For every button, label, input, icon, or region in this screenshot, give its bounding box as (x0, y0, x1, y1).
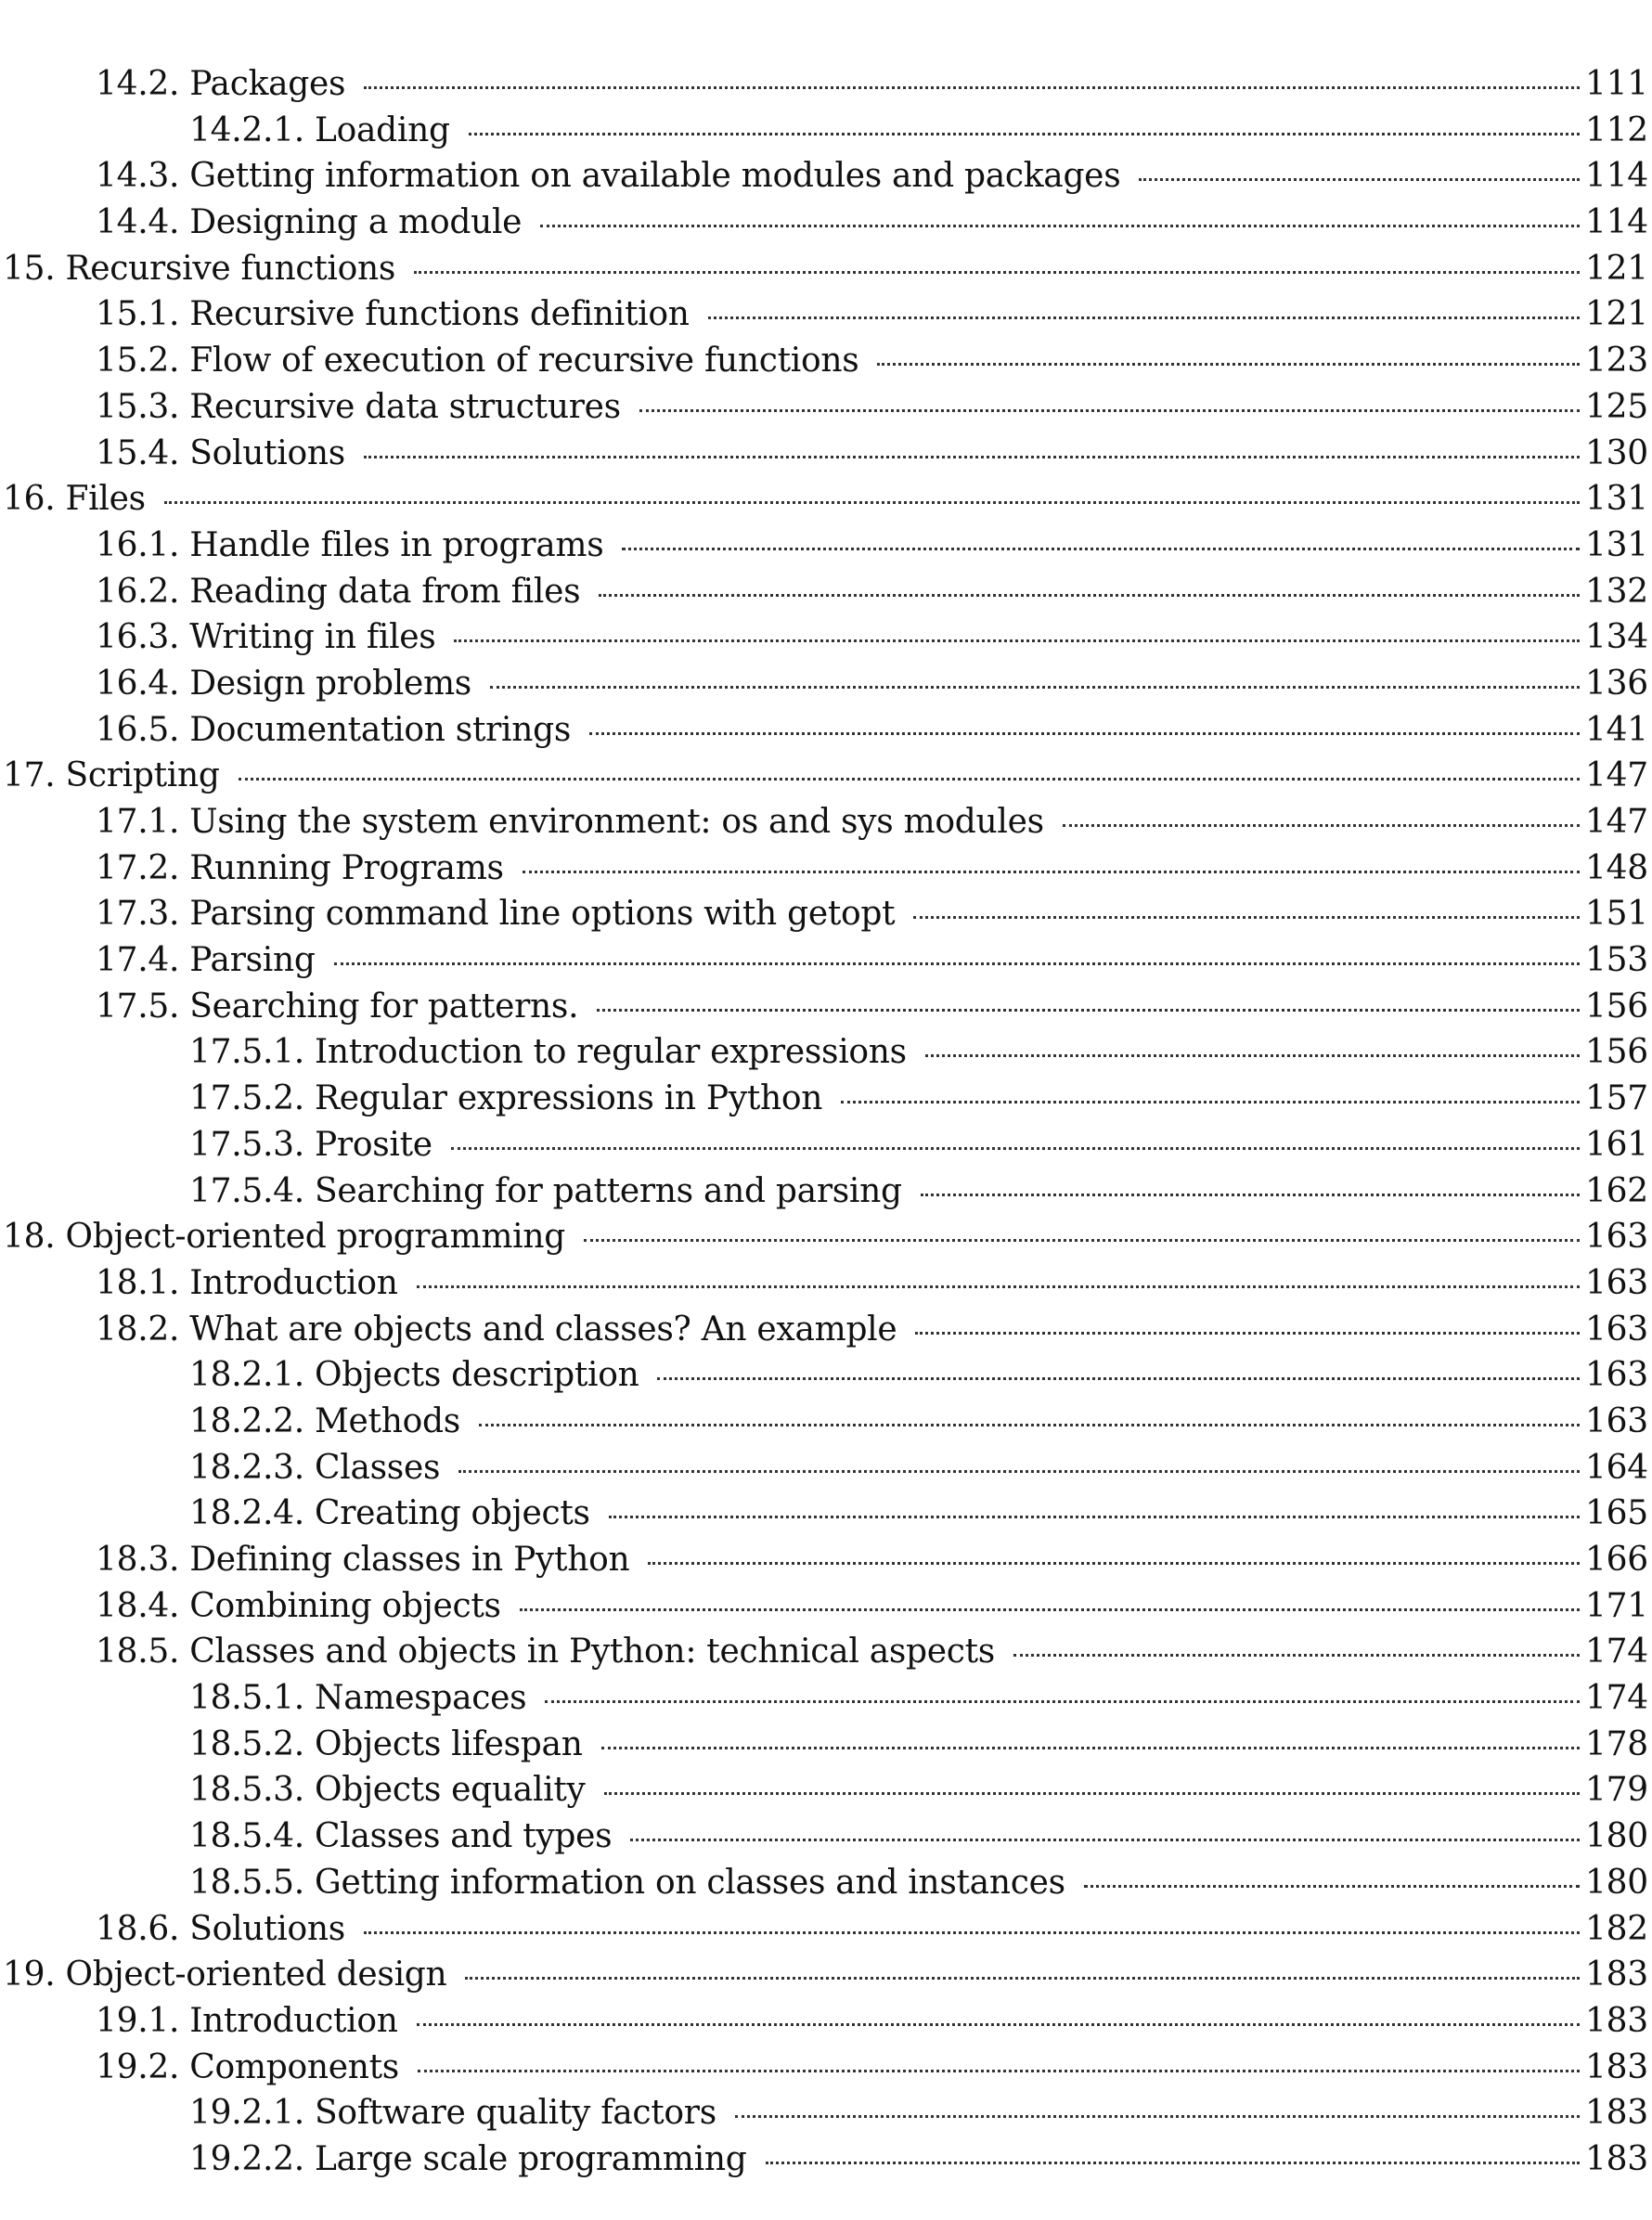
toc-entry[interactable] (0, 2090, 1652, 2136)
dot-leader (639, 409, 1580, 412)
toc-entry-title: 17.4. Parsing (96, 941, 316, 980)
toc-entry[interactable] (0, 1722, 1652, 1768)
dot-leader (458, 1470, 1580, 1473)
dot-leader (1013, 1654, 1580, 1657)
toc-entry-page-number: 136 (1585, 664, 1648, 703)
dot-leader (597, 1009, 1580, 1012)
toc-entry[interactable] (0, 1629, 1652, 1675)
toc-entry[interactable] (0, 1906, 1652, 1953)
toc-entry-title: 16.1. Handle files in programs (96, 525, 604, 564)
toc-entry-page-number: 163 (1585, 1310, 1648, 1349)
toc-entry-title: 15.1. Recursive functions definition (96, 295, 690, 334)
dot-leader (925, 1054, 1580, 1057)
toc-entry-title: 16.4. Design problems (96, 664, 471, 703)
dot-leader (364, 456, 1580, 458)
toc-entry[interactable] (0, 569, 1652, 615)
dot-leader (604, 1792, 1580, 1795)
toc-entry-title: 17. Scripting (3, 756, 220, 795)
toc-entry[interactable] (0, 2045, 1652, 2091)
toc-entry[interactable] (0, 707, 1652, 754)
toc-entry-page-number: 162 (1585, 1171, 1648, 1210)
dot-leader (921, 1194, 1580, 1196)
toc-entry[interactable] (0, 984, 1652, 1030)
toc-entry[interactable] (0, 1029, 1652, 1076)
dot-leader (164, 501, 1580, 504)
toc-entry[interactable] (0, 2136, 1652, 2183)
toc-entry-page-number: 180 (1585, 1863, 1648, 1902)
toc-entry[interactable] (0, 384, 1652, 431)
toc-entry-title: 16.3. Writing in files (96, 618, 436, 657)
toc-entry-title: 18.5.3. Objects equality (189, 1771, 586, 1810)
dot-leader (630, 1839, 1580, 1841)
toc-entry-page-number: 123 (1585, 342, 1648, 381)
toc-entry[interactable] (0, 1307, 1652, 1353)
toc-entry-title: 15. Recursive functions (3, 249, 396, 288)
toc-entry-page-number: 130 (1585, 433, 1648, 472)
toc-entry-page-number: 183 (1585, 1955, 1648, 1994)
dot-leader (1063, 824, 1580, 827)
toc-entry[interactable] (0, 431, 1652, 477)
dot-leader (601, 1747, 1580, 1749)
dot-leader (490, 686, 1580, 689)
toc-entry[interactable] (0, 661, 1652, 707)
toc-entry-page-number: 114 (1585, 157, 1648, 196)
dot-leader (841, 1101, 1580, 1104)
toc-entry-title: 16.2. Reading data from files (96, 572, 581, 611)
toc-entry-page-number: 178 (1585, 1724, 1648, 1763)
toc-entry-page-number: 131 (1585, 480, 1648, 519)
toc-entry-title: 14.2.1. Loading (189, 110, 450, 149)
toc-entry-page-number: 174 (1585, 1633, 1648, 1671)
toc-entry-title: 17.1. Using the system environment: os and sys modules (96, 803, 1044, 841)
toc-entry-page-number: 132 (1585, 572, 1648, 611)
toc-entry-page-number: 183 (1585, 2001, 1648, 2040)
toc-entry[interactable] (0, 1260, 1652, 1307)
dot-leader (708, 316, 1580, 319)
toc-entry-page-number: 121 (1585, 249, 1648, 288)
toc-entry-title: 19.1. Introduction (96, 2001, 398, 2040)
toc-entry[interactable] (0, 1491, 1652, 1537)
toc-entry-title: 15.2. Flow of execution of recursive functions (96, 342, 859, 381)
dot-leader (414, 271, 1580, 274)
toc-entry[interactable] (0, 108, 1652, 154)
toc-entry-title: 18.2.3. Classes (189, 1448, 441, 1487)
dot-leader (1084, 1885, 1580, 1888)
toc-entry-page-number: 179 (1585, 1771, 1648, 1810)
toc-entry-page-number: 156 (1585, 1033, 1648, 1072)
toc-entry[interactable] (0, 1122, 1652, 1168)
dot-leader (1139, 178, 1580, 181)
toc-entry[interactable] (0, 1399, 1652, 1445)
toc-entry-title: 17.5.4. Searching for patterns and parsing (189, 1171, 902, 1210)
dot-leader (451, 1147, 1580, 1150)
toc-entry-title: 18.5.2. Objects lifespan (189, 1724, 583, 1763)
toc-entry-title: 15.4. Solutions (96, 433, 345, 472)
dot-leader (417, 2023, 1580, 2026)
toc-entry[interactable] (0, 799, 1652, 845)
toc-entry-page-number: 171 (1585, 1586, 1648, 1625)
dot-leader (454, 639, 1580, 642)
toc-entry-page-number: 147 (1585, 803, 1648, 841)
toc-entry-page-number: 134 (1585, 618, 1648, 657)
toc-entry[interactable] (0, 291, 1652, 338)
toc-entry-page-number: 183 (1585, 2139, 1648, 2178)
toc-entry-title: 18.3. Defining classes in Python (96, 1541, 630, 1579)
toc-entry-page-number: 157 (1585, 1079, 1648, 1118)
dot-leader (766, 2162, 1581, 2164)
toc-entry[interactable] (0, 1352, 1652, 1399)
toc-entry-title: 14.3. Getting information on available modules and packages (96, 157, 1121, 196)
toc-entry-title: 19.2. Components (96, 2047, 399, 2086)
dot-leader (622, 548, 1580, 550)
toc-entry-page-number: 125 (1585, 387, 1648, 426)
toc-entry[interactable] (0, 1813, 1652, 1860)
toc-entry-page-number: 174 (1585, 1679, 1648, 1718)
dot-leader (609, 1516, 1580, 1518)
toc-entry-title: 17.5.1. Introduction to regular expressions (189, 1033, 907, 1072)
toc-entry-page-number: 163 (1585, 1218, 1648, 1257)
toc-entry[interactable] (0, 1767, 1652, 1813)
dot-leader (599, 594, 1580, 597)
toc-entry-page-number: 141 (1585, 710, 1648, 749)
toc-entry-title: 19.2.2. Large scale programming (189, 2139, 747, 2178)
toc-entry-title: 17.5.3. Prosite (189, 1125, 432, 1164)
toc-entry-title: 18.2. What are objects and classes? An example (96, 1310, 897, 1349)
toc-entry-title: 14.2. Packages (96, 65, 346, 103)
toc-entry[interactable] (0, 1214, 1652, 1260)
toc-entry[interactable] (0, 891, 1652, 937)
toc-entry-title: 18. Object-oriented programming (3, 1218, 566, 1257)
dot-leader (334, 962, 1580, 965)
toc-entry[interactable] (0, 753, 1652, 799)
toc-entry-page-number: 164 (1585, 1448, 1648, 1487)
toc-entry-page-number: 147 (1585, 756, 1648, 795)
toc-entry-title: 18.5.1. Namespaces (189, 1679, 527, 1718)
dot-leader (657, 1377, 1580, 1380)
toc-entry-page-number: 111 (1585, 65, 1648, 103)
toc-entry[interactable] (0, 845, 1652, 892)
toc-entry-page-number: 156 (1585, 987, 1648, 1026)
dot-leader (364, 86, 1580, 89)
dot-leader (469, 133, 1580, 136)
toc-entry[interactable] (0, 523, 1652, 569)
toc-entry-page-number: 161 (1585, 1125, 1648, 1164)
dot-leader (877, 363, 1580, 366)
toc-entry[interactable] (0, 200, 1652, 246)
toc-entry-page-number: 163 (1585, 1356, 1648, 1395)
toc-entry-title: 17.2. Running Programs (96, 848, 504, 887)
toc-entry-title: 17.5.2. Regular expressions in Python (189, 1079, 823, 1118)
toc-entry-page-number: 182 (1585, 1909, 1648, 1948)
toc-entry[interactable] (0, 1537, 1652, 1583)
dot-leader (913, 916, 1580, 919)
toc-entry-title: 19.2.1. Software quality factors (189, 2094, 716, 2133)
toc-entry-title: 15.3. Recursive data structures (96, 387, 621, 426)
toc-entry[interactable] (0, 1675, 1652, 1722)
toc-entry-title: 18.1. Introduction (96, 1263, 398, 1302)
toc-entry-title: 16. Files (3, 480, 146, 519)
toc-entry[interactable] (0, 937, 1652, 984)
toc-entry-page-number: 151 (1585, 895, 1648, 934)
toc-entry[interactable] (0, 1168, 1652, 1215)
dot-leader (239, 778, 1580, 781)
dot-leader (545, 1700, 1580, 1703)
toc-entry-title: 19. Object-oriented design (3, 1955, 447, 1994)
toc-entry-title: 17.5. Searching for patterns. (96, 987, 579, 1026)
toc-entry-page-number: 166 (1585, 1541, 1648, 1579)
dot-leader (648, 1562, 1580, 1565)
toc-entry-title: 18.4. Combining objects (96, 1586, 501, 1625)
dot-leader (540, 225, 1580, 227)
toc-entry[interactable] (0, 61, 1652, 108)
toc-entry-title: 18.6. Solutions (96, 1909, 345, 1948)
dot-leader (418, 2070, 1580, 2072)
toc-entry-page-number: 183 (1585, 2047, 1648, 2086)
toc-entry-title: 18.2.4. Creating objects (189, 1494, 590, 1533)
toc-entry[interactable] (0, 1998, 1652, 2045)
toc-entry-page-number: 121 (1585, 295, 1648, 334)
toc-entry[interactable] (0, 614, 1652, 661)
toc-entry-page-number: 183 (1585, 2094, 1648, 2133)
toc-entry[interactable] (0, 153, 1652, 200)
toc-entry[interactable] (0, 1583, 1652, 1630)
dot-leader (523, 871, 1580, 873)
toc-entry-page-number: 112 (1585, 110, 1648, 149)
dot-leader (417, 1285, 1580, 1288)
toc-entry[interactable] (0, 476, 1652, 523)
dot-leader (584, 1239, 1580, 1242)
toc-entry[interactable] (0, 1445, 1652, 1491)
toc-entry-title: 18.5.4. Classes and types (189, 1817, 613, 1856)
toc-entry[interactable] (0, 338, 1652, 384)
toc-entry-title: 18.5. Classes and objects in Python: technical aspects (96, 1633, 995, 1671)
toc-entry-title: 17.3. Parsing command line options with getopt (96, 895, 896, 934)
toc-entry-title: 18.2.2. Methods (189, 1401, 460, 1440)
dot-leader (915, 1332, 1580, 1335)
toc-entry-title: 16.5. Documentation strings (96, 710, 572, 749)
dot-leader (589, 732, 1580, 735)
toc-entry-page-number: 153 (1585, 941, 1648, 980)
toc-entry-page-number: 180 (1585, 1817, 1648, 1856)
toc-entry-page-number: 163 (1585, 1263, 1648, 1302)
dot-leader (465, 1977, 1580, 1980)
dot-leader (479, 1424, 1580, 1426)
toc-entry[interactable] (0, 1860, 1652, 1906)
dot-leader (735, 2115, 1580, 2118)
dot-leader (520, 1608, 1580, 1611)
toc-entry-title: 18.5.5. Getting information on classes and instances (189, 1863, 1065, 1902)
toc-entry-title: 18.2.1. Objects description (189, 1356, 639, 1395)
dot-leader (364, 1931, 1580, 1934)
toc-entry-title: 14.4. Designing a module (96, 203, 523, 242)
toc-entry[interactable] (0, 1076, 1652, 1122)
toc-entry-page-number: 131 (1585, 525, 1648, 564)
toc-entry-page-number: 114 (1585, 203, 1648, 242)
table-of-contents (0, 61, 1652, 2183)
toc-entry[interactable] (0, 246, 1652, 292)
toc-entry-page-number: 163 (1585, 1401, 1648, 1440)
toc-entry[interactable] (0, 1952, 1652, 1998)
toc-entry-page-number: 165 (1585, 1494, 1648, 1533)
toc-entry-page-number: 148 (1585, 848, 1648, 887)
